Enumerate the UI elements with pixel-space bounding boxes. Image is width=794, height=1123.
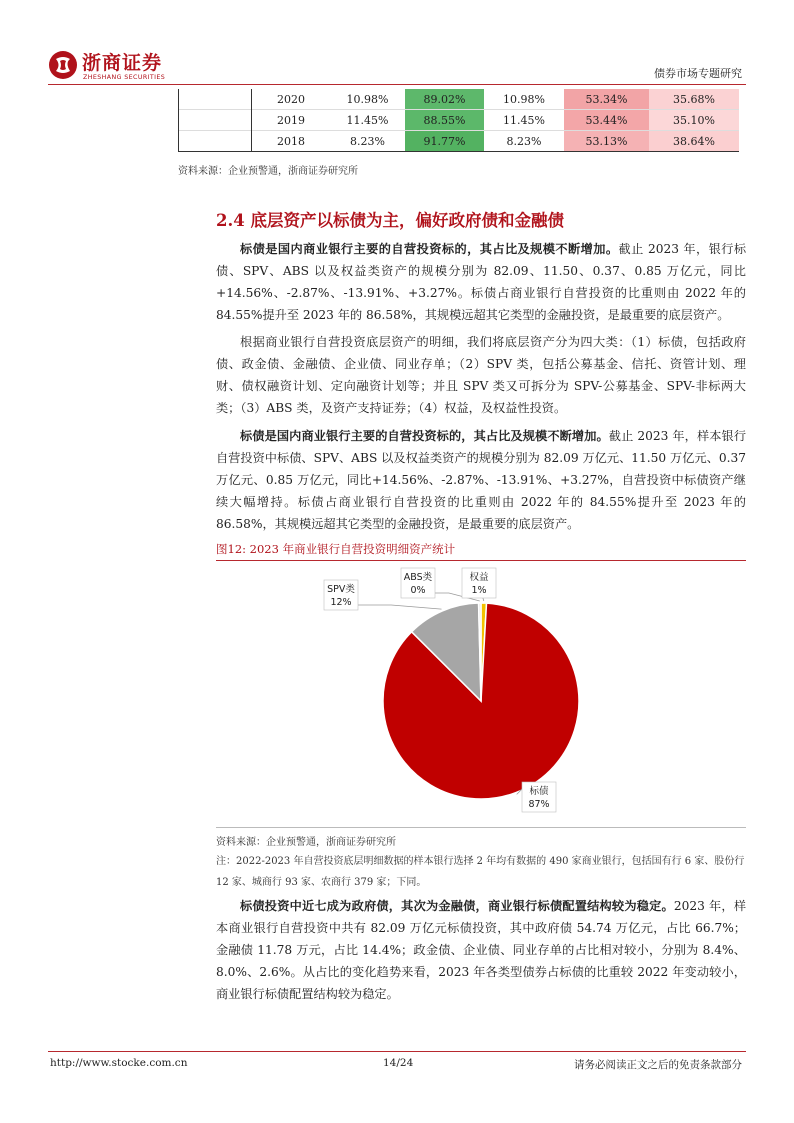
table-cell: 10.98% xyxy=(346,92,389,106)
paragraph-1-body: 截止 2023 年，银行标债、SPV、ABS 以及权益类资产的规模分别为 82.09、11.50、0.37、0.85 万亿元，同比+14.56%、-2.87%、-13.91%、+3.27%。标债占商业银行自营投资的比重则由 2022 年的 84.55%提升至 2023 年的 86.58%，其规模远超其它类型的金融投资，是最重要的底层资产。 xyxy=(216,242,747,322)
paragraph-3 xyxy=(216,425,746,535)
figure-source: 资料来源：企业预警通，浙商证券研究所 xyxy=(216,837,396,848)
paragraph-4-body: 2023 年，样本商业银行自营投资中共有 82.09 万亿元标债投资，其中政府债 54.74 万亿元，占比 66.7%；金融债 11.78 万元，占比 14.4%；政金债、企业债、同业存单的占比相对较小，分别为 8.4%、8.0%、2.6%。从占比的变化趋势来看，2023 年各类型债券占标债的比重较 2022 年变动较小，商业银行标债配置结构较为稳定。 xyxy=(216,899,747,1001)
footer-divider xyxy=(48,1051,746,1052)
pie-label-name-spv: SPV类 xyxy=(327,584,355,595)
table-cell-highlight-red: 53.44% xyxy=(564,110,649,131)
section-title: 2.4 底层资产以标债为主，偏好政府债和金融债 xyxy=(216,211,564,230)
page-number: 14/24 xyxy=(383,1057,414,1069)
footer-disclaimer: 请务必阅读正文之后的免责条款部分 xyxy=(574,1059,742,1071)
paragraph-1-lead: 标债是国内商业银行主要的自营投资标的，其占比及规模不断增加。 xyxy=(240,242,619,256)
report-type: 债券市场专题研究 xyxy=(654,67,742,80)
header-divider xyxy=(48,84,746,85)
table-row xyxy=(179,131,740,152)
company-logo xyxy=(48,50,178,86)
table-cell-year: 2019 xyxy=(277,113,305,127)
paragraph-1 xyxy=(216,238,746,326)
pie-label-value-spv: 12% xyxy=(330,597,352,608)
paragraph-4-lead: 标债投资中近七成为政府债，其次为金融债，商业银行标债配置结构较为稳定。 xyxy=(240,899,674,913)
data-table xyxy=(178,89,739,152)
table-cell: 11.45% xyxy=(346,113,389,127)
pie-label-name-standard-bond: 标债 xyxy=(529,786,549,797)
paragraph-4 xyxy=(216,895,746,1005)
pie-slices xyxy=(383,603,579,799)
table-cell: 8.23% xyxy=(350,134,385,148)
figure-bottom-rule xyxy=(216,827,746,828)
footer-url[interactable]: http://www.stocke.com.cn xyxy=(50,1057,188,1069)
table-cell-year: 2018 xyxy=(277,134,305,148)
table-cell-highlight-pink: 38.64% xyxy=(649,131,739,152)
figure-note: 注：2022-2023 年自营投资底层明细数据的样本银行选择 2 年均有数据的 490 家商业银行，包括国有行 6 家、股份行 12 家、城商行 93 家、农商行 379 家；下同。 xyxy=(216,856,745,888)
table-source: 资料来源：企业预警通，浙商证券研究所 xyxy=(178,166,358,177)
logo-text-cn: 浙商证券 xyxy=(82,52,163,74)
table-cell-highlight-pink: 35.10% xyxy=(649,110,739,131)
table-cell-highlight-green: 88.55% xyxy=(405,110,484,131)
table-cell: 8.23% xyxy=(506,134,542,148)
table-cell-empty xyxy=(179,110,252,131)
pie-label-name-abs: ABS类 xyxy=(403,572,433,583)
paragraph-3-lead: 标债是国内商业银行主要的自营投资标的，其占比及规模不断增加。 xyxy=(240,429,609,443)
paragraph-2: 根据商业银行自营投资底层资产的明细，我们将底层资产分为四大类：（1）标债，包括政府债、政金债、金融债、企业债、同业存单；（2）SPV 类，包括公募基金、信托、资管计划、理财、债权融资计划、定向融资计划等；并且 SPV 类又可拆分为 SPV-公募基金、SPV-非标两大类；（3）ABS 类，及资产支持证券；（4）权益，及权益性投资。 xyxy=(216,335,746,415)
table-cell-empty xyxy=(179,131,252,152)
table-cell-highlight-pink: 35.68% xyxy=(649,89,739,110)
table-row xyxy=(179,110,740,131)
paragraph-3-body: 截止 2023 年，样本银行自营投资中标债、SPV、ABS 以及权益类资产的规模分别为 82.09 万亿元、11.50 万亿元、0.37 万亿元、0.85 万亿元，同比+14.56%、-2.87%、-13.91%、+3.27%，自营投资中标债资产继续大幅增持。标债占商业银行自营投资的比重则由 2022 年的 84.55%提升至 2023 年的 86.58%，其规模远超其它类型的金融投资，是最重要的底层资产。 xyxy=(216,429,747,531)
pie-label-value-abs: 0% xyxy=(410,585,426,596)
table-cell: 11.45% xyxy=(503,113,545,127)
pie-label-value-standard-bond: 87% xyxy=(528,799,550,810)
pie-label-value-equity: 1% xyxy=(471,585,487,596)
table-cell: 10.98% xyxy=(503,92,545,106)
table-cell-empty xyxy=(179,89,252,110)
figure-top-rule xyxy=(216,560,746,561)
pie-chart xyxy=(216,563,746,825)
logo-text-en: ZHESHANG SECURITIES xyxy=(83,74,166,81)
table-row xyxy=(179,89,740,110)
logo-mark-icon xyxy=(48,50,78,80)
pie-label-name-equity: 权益 xyxy=(469,572,489,583)
table-cell-highlight-green: 89.02% xyxy=(405,89,484,110)
table-cell-highlight-red: 53.34% xyxy=(564,89,649,110)
table-cell-year: 2020 xyxy=(277,92,305,106)
table-cell-highlight-red: 53.13% xyxy=(564,131,649,152)
table-cell-highlight-green: 91.77% xyxy=(405,131,484,152)
figure-title: 图12: 2023 年商业银行自营投资明细资产统计 xyxy=(216,542,456,556)
